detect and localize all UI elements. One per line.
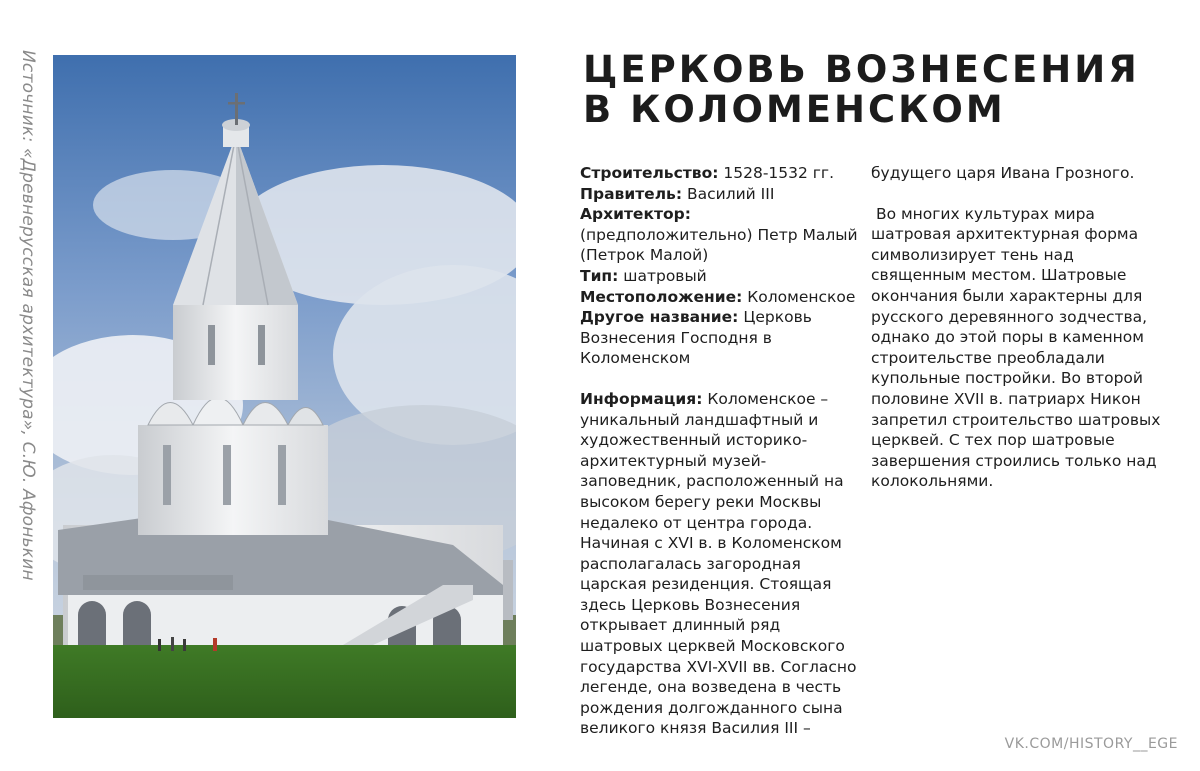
fact-ruler	[580, 184, 865, 205]
page-title: ЦЕРКОВЬ ВОЗНЕСЕНИЯ В КОЛОМЕНСКОМ	[583, 48, 1140, 131]
footer-link[interactable]: VK.COM/HISTORY__EGE	[1004, 736, 1178, 752]
culture-paragraph: Во многих культурах мира шатровая архитектурная форма символизирует тень над священным местом. Шатровые окончания были характерны для русского деревянного зодчества, однако до этой поры в каменном строительстве преобладали купольные постройки. Во второй половине XVII в. патриарх Никон запретил строительство шатровых церквей. С тех пор шатровые завершения строились только над колокольнями.	[871, 204, 1166, 491]
info-text: Коломенское – уникальный ландшафтный и художественный историко-архитектурный музей-заповедник, расположенный на высоком берегу реки Москвы недалеко от центра города. Начиная с XVI в. в Коломенском располагалась загородная царская резиденция. Стоящая здесь Церковь Вознесения открывает длинный ряд шатровых церквей Московского государства XVI-XVII вв. Согласно легенде, она возведена в честь рождения долгожданного сына великого князя Василия III –	[580, 389, 857, 738]
info-paragraph	[580, 389, 865, 739]
fact-value: 1528-1532 гг.	[718, 164, 835, 182]
fact-other-name	[580, 307, 865, 369]
fact-label: Местоположение:	[580, 287, 743, 306]
info-label: Информация:	[580, 389, 703, 408]
fact-label: Архитектор:	[580, 205, 691, 224]
fact-construction	[580, 163, 865, 184]
text-column-2	[871, 163, 1171, 492]
facts-column	[580, 163, 865, 739]
fact-label: Другое название:	[580, 308, 739, 327]
church-photo	[53, 55, 516, 718]
spacer	[580, 369, 865, 389]
fact-label: Тип:	[580, 266, 619, 285]
source-caption	[8, 50, 48, 581]
fact-location	[580, 287, 865, 308]
fact-value: (предположительно) Петр Малый (Петрок Малой)	[580, 225, 858, 265]
spacer	[871, 184, 1171, 204]
fact-type	[580, 266, 865, 287]
fact-label: Строительство:	[580, 164, 719, 182]
fact-architect	[580, 204, 865, 266]
fact-value: Василий III	[682, 184, 775, 203]
fact-value: Церковь Вознесения Господня в Коломенском	[580, 308, 812, 368]
info-continuation: будущего царя Ивана Грозного.	[871, 164, 1135, 182]
fact-value: шатровый	[618, 266, 707, 285]
source-caption-text: Источник: «Древнерусская архитектура», С.Ю. Афонькин	[18, 50, 38, 581]
fact-value: Коломенское	[742, 287, 856, 306]
fact-label: Правитель:	[580, 184, 683, 203]
